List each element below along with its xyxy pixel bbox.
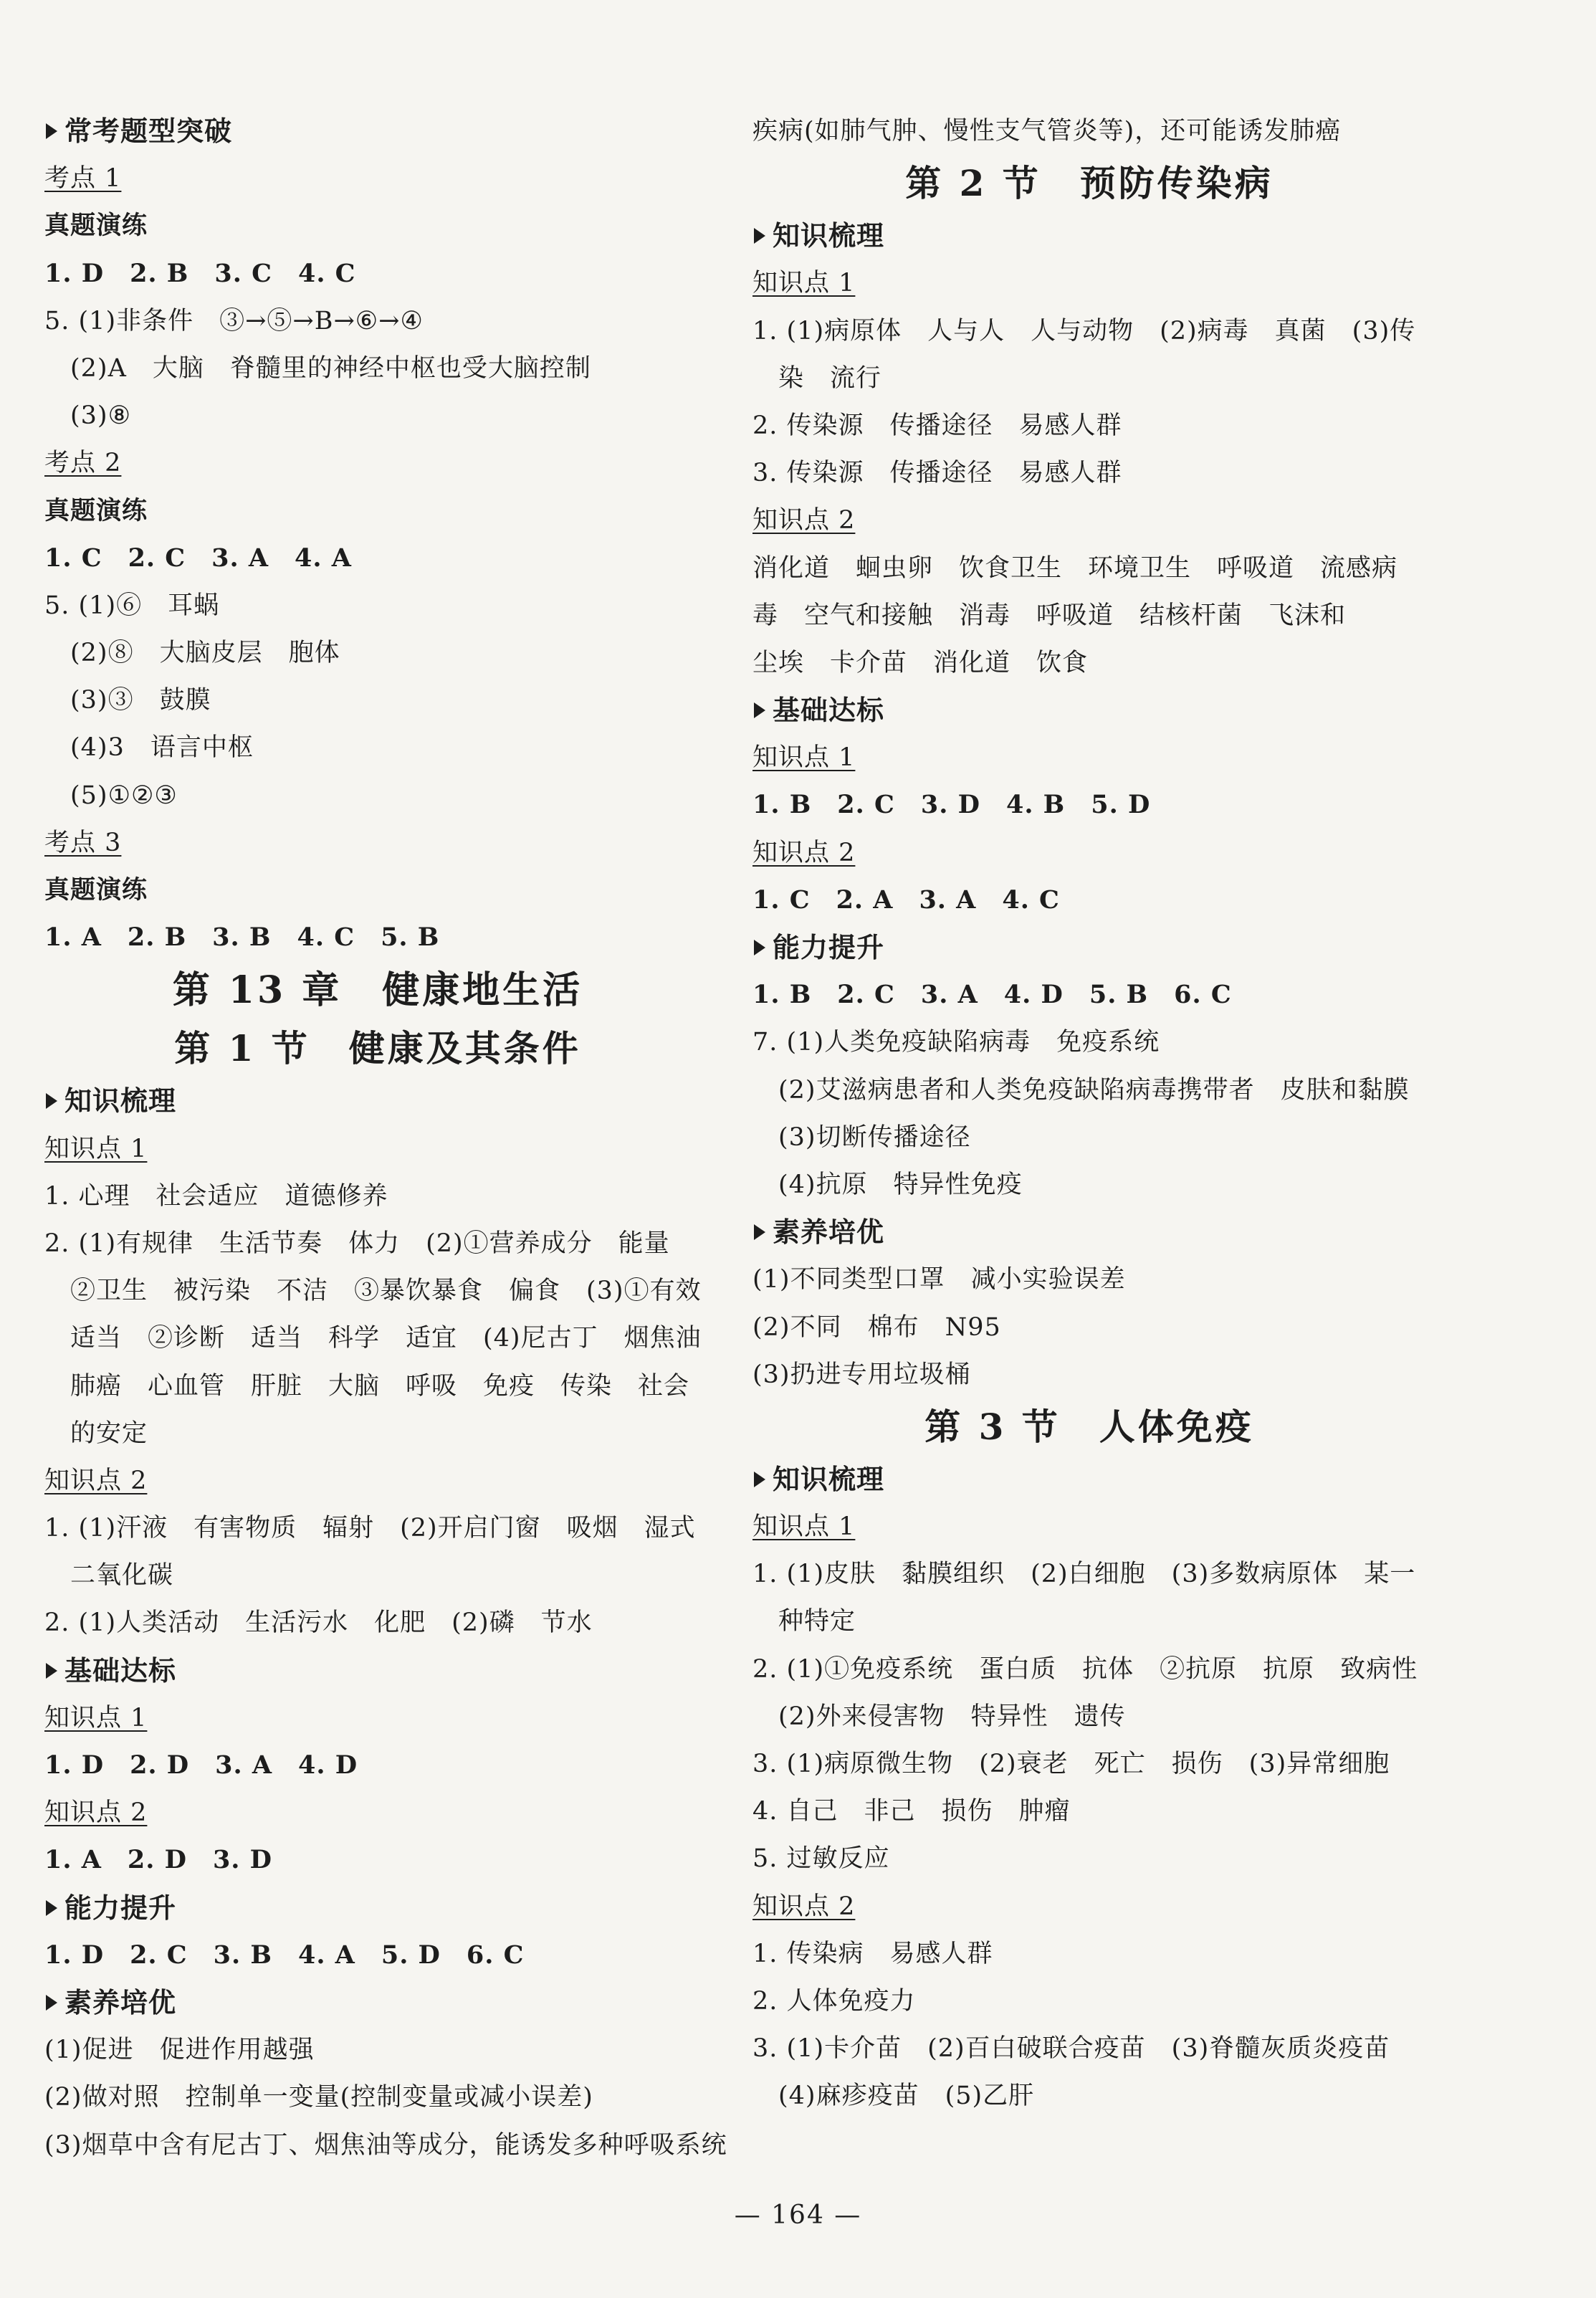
- text-line: 7. (1)人类免疫缺陷病毒 免疫系统: [752, 1028, 1160, 1057]
- answer-line: 1. B 2. C 3. A 4. D 5. B 6. C: [752, 980, 1232, 1010]
- subsection-label: 真题演练: [44, 496, 148, 525]
- text-line: 1. (1)病原体 人与人 人与动物 (2)病毒 真菌 (3)传: [752, 316, 1416, 345]
- text-line: 5. (1)非条件 ③→⑤→B→⑥→④: [44, 306, 424, 335]
- text-line: (3)烟草中含有尼古丁、烟焦油等成分，能诱发多种呼吸系统: [44, 2130, 727, 2160]
- text-line: (3)扔进专用垃圾桶: [752, 1360, 971, 1389]
- text-line: 1. 传染病 易感人群: [752, 1939, 993, 1968]
- text-line: 毒 空气和接触 消毒 呼吸道 结核杆菌 飞沫和: [752, 601, 1347, 630]
- text-line-indented: (4)抗原 特异性免疫: [778, 1170, 1023, 1199]
- text-line: 1. (1)汗液 有害物质 辐射 (2)开启门窗 吸烟 湿式: [44, 1514, 696, 1543]
- answer-line: 1. A 2. B 3. B 4. C 5. B: [44, 922, 440, 953]
- text-line-indented: 肺癌 心血管 肝脏 大脑 呼吸 免疫 传染 社会: [70, 1371, 690, 1401]
- section-heading: 知识梳理: [752, 1456, 1426, 1503]
- section-heading: 素养培优: [44, 1979, 711, 2026]
- knowledge-point-label: 知识点 2: [752, 1892, 856, 1921]
- knowledge-point-label: 知识点 1: [752, 269, 856, 298]
- knowledge-point-label: 知识点 1: [44, 1703, 148, 1732]
- subsection-label: 真题演练: [44, 876, 148, 905]
- section-heading: 素养培优: [752, 1208, 1426, 1256]
- section-title: 第 3 节 人体免疫: [924, 1405, 1254, 1448]
- subsection-label: 真题演练: [44, 211, 148, 241]
- text-line-indented: (2)A 大脑 脊髓里的神经中枢也受大脑控制: [70, 353, 591, 383]
- text-line-indented: (5)①②③: [70, 781, 178, 810]
- section-title: 第 1 节 健康及其条件: [174, 1027, 581, 1070]
- text-line: 2. 人体免疫力: [752, 1986, 916, 2016]
- knowledge-point-label: 考点 2: [44, 449, 122, 478]
- text-line-indented: 的安定: [70, 1419, 148, 1448]
- text-line-indented: (4)麻疹疫苗 (5)乙肝: [778, 2082, 1035, 2111]
- text-line: 疾病(如肺气肿、慢性支气管炎等)，还可能诱发肺癌: [752, 117, 1342, 146]
- section-heading: 常考题型突破: [44, 108, 711, 155]
- text-line-indented: 种特定: [778, 1607, 856, 1636]
- text-line-indented: (4)3 语言中枢: [70, 733, 254, 763]
- text-line-indented: 二氧化碳: [70, 1561, 174, 1591]
- text-line: 1. (1)皮肤 黏膜组织 (2)白细胞 (3)多数病原体 某一: [752, 1560, 1416, 1589]
- answer-line: 1. C 2. C 3. A 4. A: [44, 543, 352, 573]
- answer-line: 1. D 2. B 3. C 4. C: [44, 258, 356, 288]
- left-column: [44, 108, 727, 2169]
- text-line: 4. 自己 非己 损伤 肿瘤: [752, 1797, 1071, 1826]
- text-line: (1)不同类型口罩 减小实验误差: [752, 1265, 1126, 1295]
- text-line: 2. (1)人类活动 生活污水 化肥 (2)磷 节水: [44, 1608, 593, 1638]
- text-line: 1. 心理 社会适应 道德修养: [44, 1181, 388, 1211]
- section-heading: 知识梳理: [44, 1077, 711, 1125]
- knowledge-point-label: 考点 1: [44, 164, 122, 194]
- knowledge-point-label: 知识点 1: [752, 1512, 856, 1542]
- answer-line: 1. B 2. C 3. D 4. B 5. D: [752, 790, 1151, 820]
- text-line: 尘埃 卡介苗 消化道 饮食: [752, 648, 1089, 677]
- text-line: 3. (1)病原微生物 (2)衰老 死亡 损伤 (3)异常细胞: [752, 1750, 1390, 1778]
- text-line: 消化道 蛔虫卵 饮食卫生 环境卫生 呼吸道 流感病: [752, 553, 1398, 583]
- text-line: 2. (1)①免疫系统 蛋白质 抗体 ②抗原 抗原 致病性: [752, 1654, 1418, 1684]
- text-line: 3. 传染源 传播途径 易感人群: [752, 459, 1122, 488]
- answer-line: 1. D 2. C 3. B 4. A 5. D 6. C: [44, 1940, 525, 1970]
- text-line-indented: (3)⑧: [70, 401, 131, 431]
- text-line: (2)不同 棉布 N95: [752, 1312, 1001, 1342]
- text-line: 2. 传染源 传播途径 易感人群: [752, 411, 1122, 440]
- text-line: (2)做对照 控制单一变量(控制变量或减小误差): [44, 2083, 593, 2112]
- section-title: 第 2 节 预防传染病: [905, 162, 1274, 205]
- answer-line: 1. A 2. D 3. D: [44, 1845, 273, 1875]
- answer-line: 1. D 2. D 3. A 4. D: [44, 1750, 358, 1780]
- text-line: 3. (1)卡介苗 (2)百白破联合疫苗 (3)脊髓灰质炎疫苗: [752, 2034, 1390, 2064]
- text-line: 5. (1)⑥ 耳蜗: [44, 591, 220, 620]
- text-line-indented: (3)切断传播途径: [778, 1122, 971, 1152]
- text-line: 5. 过敏反应: [752, 1844, 890, 1874]
- section-heading: 能力提升: [44, 1884, 711, 1932]
- section-heading: 能力提升: [752, 924, 1426, 971]
- knowledge-point-label: 知识点 2: [44, 1466, 148, 1495]
- knowledge-point-label: 知识点 1: [44, 1134, 148, 1163]
- text-line: (1)促进 促进作用越强: [44, 2036, 315, 2065]
- text-line-indented: (2)艾滋病患者和人类免疫缺陷病毒携带者 皮肤和黏膜: [778, 1075, 1410, 1105]
- answer-line: 1. C 2. A 3. A 4. C: [752, 885, 1060, 915]
- page-number: — 164 —: [734, 2201, 862, 2230]
- section-heading: 基础达标: [752, 687, 1426, 734]
- section-heading: 知识梳理: [752, 212, 1426, 259]
- knowledge-point-label: 考点 3: [44, 828, 122, 857]
- knowledge-point-label: 知识点 2: [752, 838, 856, 867]
- knowledge-point-label: 知识点 2: [752, 506, 856, 535]
- text-line-indented: (3)③ 鼓膜: [70, 686, 211, 715]
- text-line-indented: (2)⑧ 大脑皮层 胞体: [70, 639, 340, 668]
- text-line-indented: (2)外来侵害物 特异性 遗传: [778, 1702, 1126, 1731]
- text-line: 2. (1)有规律 生活节奏 体力 (2)①营养成分 能量: [44, 1229, 670, 1258]
- text-line-indented: 适当 ②诊断 适当 科学 适宜 (4)尼古丁 烟焦油: [70, 1324, 702, 1353]
- knowledge-point-label: 知识点 1: [752, 743, 856, 773]
- right-column: [752, 108, 1426, 2120]
- section-heading: 基础达标: [44, 1647, 711, 1694]
- chapter-title: 第 13 章 健康地生活: [172, 968, 583, 1013]
- text-line-indented: 染 流行: [778, 363, 882, 393]
- text-line-indented: ②卫生 被污染 不洁 ③暴饮暴食 偏食 (3)①有效: [70, 1277, 702, 1306]
- knowledge-point-label: 知识点 2: [44, 1798, 148, 1828]
